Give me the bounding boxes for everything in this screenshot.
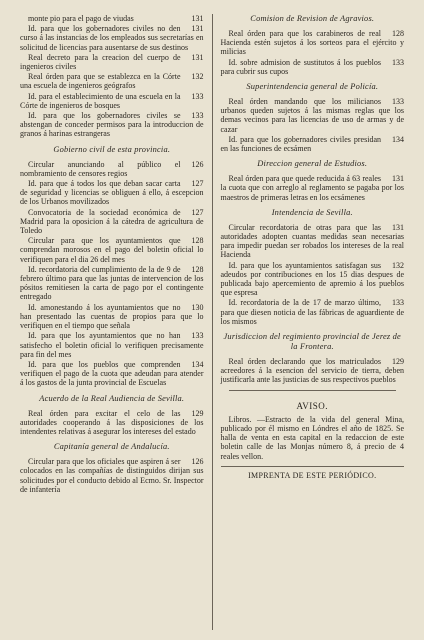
index-entry: 128 Id. recordatoria del cumplimiento de la de 9 de febrero último para que las juntas de intervencion de los pósitos remitiesen la carta de pago por el contingente entregado	[20, 264, 204, 302]
index-entry: 128 Real órden para que los carabineros de real Hacienda estén sujetos á los sorteos para el ejército y milicias	[220, 29, 404, 57]
index-entry: 133 Id. para el establecimiento de una escuela en la Córte de ingenieros de bosques	[20, 91, 204, 110]
section-heading: Comision de Revision de Agravios.	[250, 14, 375, 23]
section-heading: Capitanía general de Andalucía.	[53, 442, 170, 452]
top-entries	[20, 14, 204, 139]
index-entry: 131 Real decreto para la creacion del cuerpo de ingenieros civiles	[20, 52, 204, 72]
divider	[229, 390, 397, 391]
index-entry: 127 Convocatoria de la sociedad económica de Madrid para la oposicion á la cátedra de agricultura de Toledo	[20, 207, 204, 236]
index-entry: 127 Id. para que á todos los que deban sacar carta de seguridad y licencias se obliguen á ello, á escepcion de los Urbanos movilizados	[20, 179, 204, 207]
index-entry: 129 Real órden declarando que los matriculados acreedores á la esencion del servicio de tierra, deben justificarla ante las justicias de sus respectivos pueblos	[220, 357, 404, 385]
aviso-text: Libros. —Estracto de la vida del general Mina, publicado por él mismo en Lóndres el año de 1825. Se halla de venta en esta capital en la redaccion de este boletin calle de las Monjas número 8, á precio de 4 reales vellon.	[220, 414, 404, 461]
index-entry: 130 Id. amonestando á los ayuntamientos que no han presentado las cuentas de propios para que lo verifiquen en el tiempo que señala	[20, 302, 204, 331]
column-divider	[212, 14, 213, 630]
index-entry: 133 Real órden mandando que los milicianos urbanos queden sujetos á las mismas reglas que los demas vecinos para las licencias de uso de armas y de cazar	[220, 97, 404, 134]
right-column	[215, 14, 411, 630]
index-entry: 133 Id. sobre admision de sustitutos á los pueblos para cubrir sus cupos	[220, 57, 404, 76]
aviso-title: AVISO.	[296, 400, 329, 411]
index-entry: 131 Circular recordatoria de otras para que las autoridades adopten cuantas medidas sean necesarias para impedir puedan ser robados los intereses de la real Hacienda	[220, 222, 404, 260]
index-entry: 126 Circular anunciando al público el nombramiento de censores regios	[20, 159, 204, 178]
index-entry: 133 Id. para que los ayuntamientos que no han satisfecho el boletin oficial lo verifiquen precisamente para fin del mes	[20, 331, 204, 359]
index-entry: 134 Id. para que los gobernadores civiles presidan en las funciones de ecsámen	[220, 134, 404, 154]
section-heading: Jurisdiccion del regimiento provincial de Jerez de la Frontera.	[223, 332, 401, 352]
section-heading: Intendencia de Sevilla.	[271, 207, 353, 217]
index-entry: 133 Id. para que los gobernadores civiles se abstengan de conceder permisos para la introduccion de granos á harinas estrangeras	[20, 111, 204, 139]
index-entry: 131 Real órden para que quede reducida á 63 reales la cuota que con arreglo al reglamento se pagaba por los maestros de primeras letras en los ecsámenes	[220, 174, 404, 202]
index-entry: 129 Real órden para excitar el celo de las autoridades cooperando á las disposiciones de los intendentes relativas á asegurar los intereses del estado	[20, 408, 204, 436]
index-entry: 132 Real órden para que se establezca en la Córte una escuela de ingenieros geógrafos	[20, 72, 204, 91]
index-entry: 134 Id. para que los pueblos que comprenden verifiquen el pago de la cuota que adeudan para atender á los gastos de la junta provincial de Escuelas	[20, 359, 204, 388]
left-column	[14, 14, 210, 630]
index-entry: 131 Id. para que los gobernadores civiles no den curso á las instancias de los empleados sus secretarías en solicitud de licencias para ausentarse de sus destinos	[20, 24, 204, 52]
index-entry: 133 Id. recordatoria de la de 17 de marzo último, para que diesen noticia de las fábricas de aguardiente de los mismos	[220, 298, 404, 326]
index-entry: 128 Circular para que los ayuntamientos que comprendan morosos en el pago del boletin oficial lo verifiquen para el dia 26 del mes	[20, 236, 204, 264]
section-heading: Direccion general de Estudios.	[257, 159, 368, 169]
index-entry: 131 monte pio para el pago de viudas	[28, 14, 204, 23]
section-heading: Acuerdo de la Real Audiencia de Sevilla.	[39, 393, 185, 403]
index-entry: 126 Circular para que los oficiales que aspiren á ser colocados en las compañías de distinguidos dirijan sus solicitudes por el conducto debido al Ecmo. Sr. Inspector de infantería	[20, 457, 204, 494]
index-entry: 132 Id. para que los ayuntamientos satisfagan sus adeudos por contribuciones en los 15 dias despues de publicada bajo apercemiento de apremio á los pueblos que espresa	[220, 260, 404, 298]
section-heading: Gobierno civil de esta provincia.	[53, 144, 171, 154]
imprenta-footer: IMPRENTA DE ESTE PERIÓDICO.	[221, 466, 405, 480]
section-heading: Superintendencia general de Policía.	[246, 82, 379, 92]
